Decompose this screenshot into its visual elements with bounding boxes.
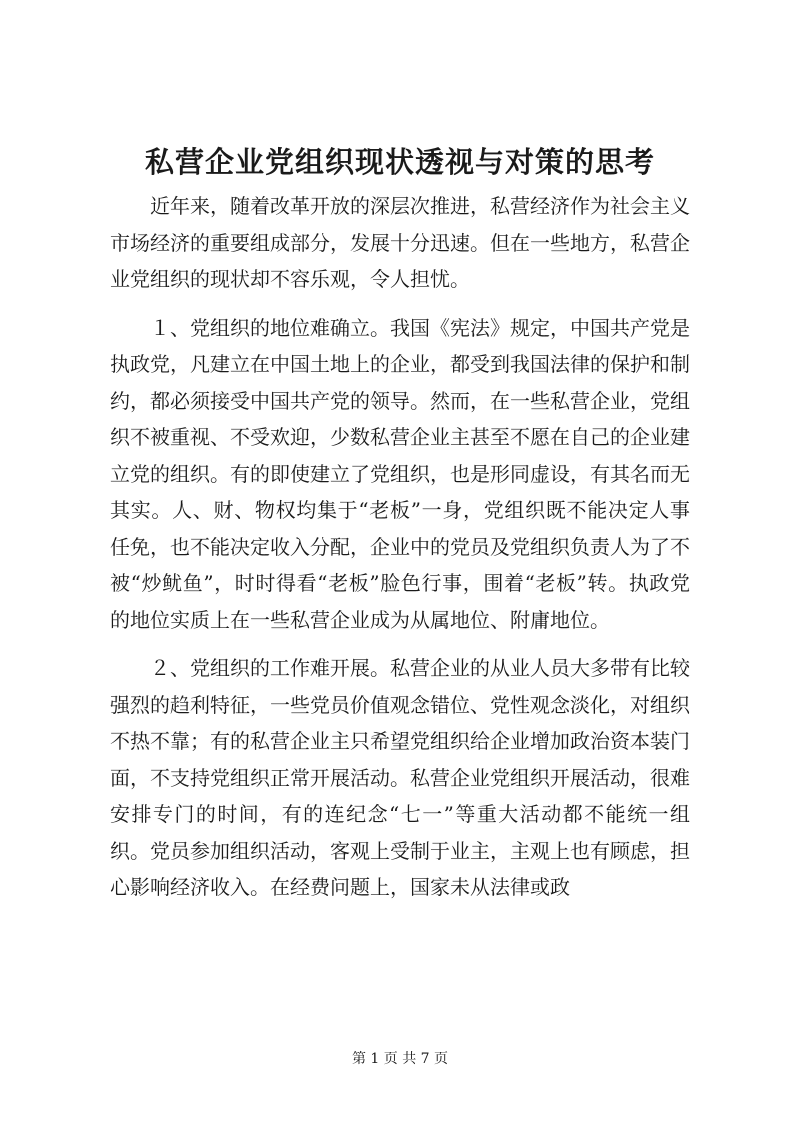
paragraph-section-1: １、党组织的地位难确立。我国《宪法》规定，中国共产党是执政党，凡建立在中国土地上的企业，都受到我国法律的保护和制约，都必须接受中国共产党的领导。然而，在一些私营企业，党组织不被重视、不受欢迎，少数私营企业主甚至不愿在自己的企业建立党的组织。有的即使建立了党组织，也是形同虚设，有其名而无其实。人、财、物权均集于“老板”一身，党组织既不能决定人事任免，也不能决定收入分配，企业中的党员及党组织负责人为了不被“炒鱿鱼”，时时得看“老板”脸色行事，围着“老板”转。执政党的地位实质上在一些私营企业成为从属地位、附庸地位。: [110, 315, 690, 632]
document-body: [110, 188, 690, 906]
page-footer: 第 1 页 共 7 页: [351, 1051, 449, 1067]
paragraph-section-2: ２、党组织的工作难开展。私营企业的从业人员大多带有比较强烈的趋利特征，一些党员价值观念错位、党性观念淡化，对组织不热不靠；有的私营企业主只希望党组织给企业增加政治资本装门面，不支持党组织正常开展活动。私营企业党组织开展活动，很难安排专门的时间，有的连纪念“七一”等重大活动都不能统一组织。党员参加组织活动，客观上受制于业主，主观上也有顾虑，担心影响经济收入。在经费问题上，国家未从法律或政: [110, 656, 690, 899]
document-title: 私营企业党组织现状透视与对策的思考: [144, 145, 655, 179]
paragraph-intro: 近年来，随着改革开放的深层次推进，私营经济作为社会主义市场经济的重要组成部分，发展十分迅速。但在一些地方，私营企业党组织的现状却不容乐观，令人担忧。: [110, 194, 690, 291]
